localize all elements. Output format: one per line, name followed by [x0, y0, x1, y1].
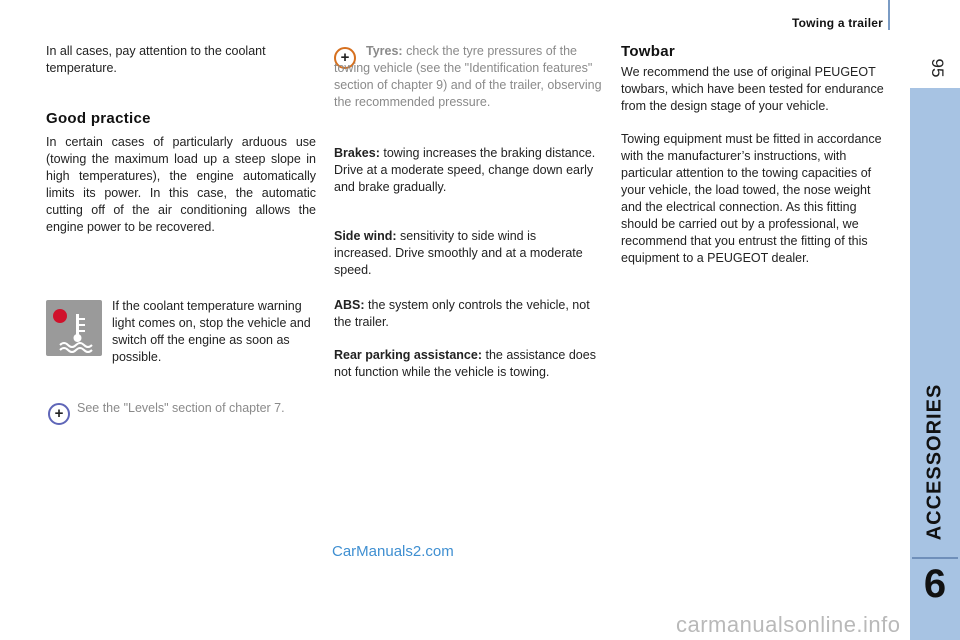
- abs-paragraph: [334, 297, 599, 331]
- tyres-text: check the tyre pressures of the towing vehicle (see the "Identification features" section of chapter 9) and of the trailer, observing the recommended pressure.: [334, 44, 602, 109]
- see-levels-note: See the "Levels" section of chapter 7.: [77, 401, 285, 415]
- tyres-paragraph: [334, 43, 602, 111]
- coolant-warning-icon: [46, 300, 102, 356]
- page-number: 95: [928, 58, 947, 78]
- chapter-number: 6: [923, 562, 947, 606]
- towbar-heading: Towbar: [621, 43, 676, 60]
- chapter-divider: [912, 557, 958, 559]
- coolant-warning-text: If the coolant temperature warning light comes on, stop the vehicle and switch off the engine as soon as possible.: [112, 299, 311, 364]
- watermark-carmanualsonline[interactable]: carmanualsonline.info: [676, 612, 901, 637]
- chapter-label: ACCESSORIES: [923, 383, 946, 541]
- side-wind-label: Side wind:: [334, 229, 397, 243]
- towbar-text-1: We recommend the use of original PEUGEOT towbars, which have been tested for endurance from the design stage of your vehicle.: [621, 65, 884, 113]
- tyres-plus-icon: +: [334, 47, 356, 69]
- abs-text: the system only controls the vehicle, not the trailer.: [334, 298, 590, 329]
- towbar-text-2: Towing equipment must be fitted in accordance with the manufacturer’s instructions, with particular attention to the towing capacities of your vehicle, the load towed, the nose weight and the electrical connection. As this fitting should be carried out by a professional, we recommend that you entrust the fitting of this equipment to a PEUGEOT dealer.: [621, 132, 882, 265]
- coolant-intro: In all cases, pay attention to the coolant temperature.: [46, 44, 266, 75]
- info-plus-icon: +: [48, 403, 70, 425]
- brakes-paragraph: [334, 145, 596, 196]
- rear-parking-paragraph: [334, 347, 606, 381]
- rear-parking-text: the assistance does not function while the vehicle is towing.: [334, 348, 596, 379]
- watermark-carmanuals2[interactable]: CarManuals2.com: [332, 543, 454, 560]
- side-wind-text: sensitivity to side wind is increased. Drive smoothly and at a moderate speed.: [334, 229, 583, 277]
- abs-label: ABS:: [334, 298, 365, 312]
- tyres-label: Tyres:: [366, 44, 403, 58]
- section-title: Towing a trailer: [792, 16, 883, 30]
- good-practice-heading: Good practice: [46, 110, 151, 127]
- brakes-label: Brakes:: [334, 146, 380, 160]
- header-rule: [888, 0, 890, 30]
- brakes-text: towing increases the braking distance. Drive at a moderate speed, change down early and brake gradually.: [334, 146, 596, 194]
- rear-parking-label: Rear parking assistance:: [334, 348, 482, 362]
- side-wind-paragraph: [334, 228, 596, 279]
- good-practice-text: In certain cases of particularly arduous use (towing the maximum load up a steep slope in high temperatures), the engine automatically limits its power. In this case, the automatic cutting off of the air conditioning allows the engine power to be recovered.: [46, 135, 316, 234]
